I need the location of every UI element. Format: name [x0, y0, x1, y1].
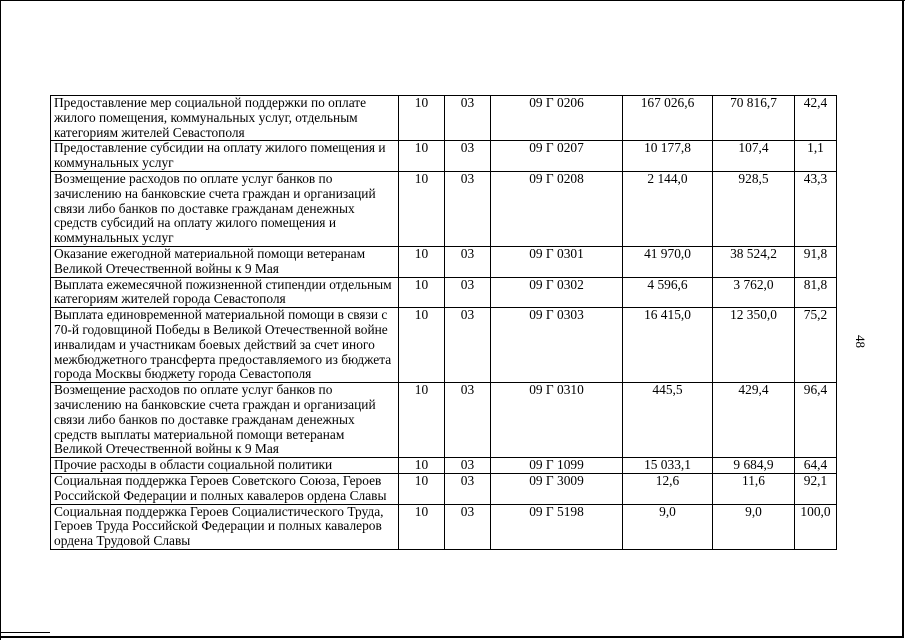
- table-body: [51, 96, 837, 550]
- table-row: [51, 308, 837, 383]
- table-row: [51, 96, 837, 141]
- row-target-code-cell: 09 Г 0206: [491, 96, 623, 141]
- row-section-cell: 10: [399, 277, 445, 308]
- row-percent-cell: 81,8: [795, 277, 837, 308]
- row-subsection-cell: 03: [445, 504, 491, 549]
- row-section-cell: 10: [399, 473, 445, 504]
- row-actual-cell: 3 762,0: [713, 277, 795, 308]
- row-actual-cell: 9 684,9: [713, 458, 795, 474]
- scan-edge-left: [0, 0, 1, 640]
- row-plan-cell: 167 026,6: [623, 96, 713, 141]
- row-subsection-cell: 03: [445, 171, 491, 246]
- row-percent-cell: 100,0: [795, 504, 837, 549]
- row-name-cell: Социальная поддержка Героев Советского Союза, Героев Российской Федерации и полных кавалеров ордена Славы: [51, 473, 399, 504]
- page-number: 48: [853, 335, 868, 348]
- row-name-cell: Выплата ежемесячной пожизненной стипендии отдельным категориям жителей города Севастополя: [51, 277, 399, 308]
- row-plan-cell: 41 970,0: [623, 246, 713, 277]
- row-target-code-cell: 09 Г 0208: [491, 171, 623, 246]
- row-subsection-cell: 03: [445, 473, 491, 504]
- row-plan-cell: 10 177,8: [623, 141, 713, 172]
- row-percent-cell: 96,4: [795, 383, 837, 458]
- row-section-cell: 10: [399, 383, 445, 458]
- table-row: [51, 383, 837, 458]
- row-name-cell: Предоставление субсидии на оплату жилого помещения и коммунальных услуг: [51, 141, 399, 172]
- row-section-cell: 10: [399, 308, 445, 383]
- row-plan-cell: 445,5: [623, 383, 713, 458]
- row-actual-cell: 38 524,2: [713, 246, 795, 277]
- table-row: [51, 171, 837, 246]
- row-actual-cell: 9,0: [713, 504, 795, 549]
- row-section-cell: 10: [399, 458, 445, 474]
- row-name-cell: Выплата единовременной материальной помощи в связи с 70-й годовщиной Победы в Великой Отечественной войне инвалидам и участникам боевых действий за счет иного межбюджетного трансферта предоставляемого из бюджета города Москвы бюджету города Севастополя: [51, 308, 399, 383]
- row-actual-cell: 928,5: [713, 171, 795, 246]
- scan-corner-mark: [0, 632, 50, 633]
- scan-edge-top: [0, 0, 905, 1]
- table-row: [51, 473, 837, 504]
- row-section-cell: 10: [399, 141, 445, 172]
- row-plan-cell: 4 596,6: [623, 277, 713, 308]
- row-subsection-cell: 03: [445, 246, 491, 277]
- table-row: [51, 277, 837, 308]
- row-percent-cell: 43,3: [795, 171, 837, 246]
- row-target-code-cell: 09 Г 5198: [491, 504, 623, 549]
- row-section-cell: 10: [399, 171, 445, 246]
- row-percent-cell: 42,4: [795, 96, 837, 141]
- table-row: [51, 458, 837, 474]
- row-subsection-cell: 03: [445, 96, 491, 141]
- row-section-cell: 10: [399, 504, 445, 549]
- row-percent-cell: 75,2: [795, 308, 837, 383]
- row-subsection-cell: 03: [445, 383, 491, 458]
- row-name-cell: Социальная поддержка Героев Социалистического Труда, Героев Труда Российской Федерации и полных кавалеров ордена Трудовой Славы: [51, 504, 399, 549]
- row-name-cell: Предоставление мер социальной поддержки по оплате жилого помещения, коммунальных услуг, отдельным категориям жителей Севастополя: [51, 96, 399, 141]
- row-section-cell: 10: [399, 246, 445, 277]
- row-target-code-cell: 09 Г 0302: [491, 277, 623, 308]
- row-section-cell: 10: [399, 96, 445, 141]
- row-subsection-cell: 03: [445, 458, 491, 474]
- table-row: [51, 141, 837, 172]
- row-actual-cell: 429,4: [713, 383, 795, 458]
- row-name-cell: Возмещение расходов по оплате услуг банков по зачислению на банковские счета граждан и организаций связи либо банков по доставке гражданам денежных средств субсидий на оплату жилого помещения и коммунальных услуг: [51, 171, 399, 246]
- row-plan-cell: 16 415,0: [623, 308, 713, 383]
- row-subsection-cell: 03: [445, 141, 491, 172]
- row-plan-cell: 12,6: [623, 473, 713, 504]
- row-subsection-cell: 03: [445, 308, 491, 383]
- row-target-code-cell: 09 Г 0310: [491, 383, 623, 458]
- budget-table: [50, 95, 837, 550]
- row-name-cell: Прочие расходы в области социальной политики: [51, 458, 399, 474]
- row-percent-cell: 1,1: [795, 141, 837, 172]
- row-percent-cell: 91,8: [795, 246, 837, 277]
- row-actual-cell: 11,6: [713, 473, 795, 504]
- row-actual-cell: 70 816,7: [713, 96, 795, 141]
- row-target-code-cell: 09 Г 0303: [491, 308, 623, 383]
- row-subsection-cell: 03: [445, 277, 491, 308]
- row-plan-cell: 9,0: [623, 504, 713, 549]
- row-plan-cell: 2 144,0: [623, 171, 713, 246]
- row-percent-cell: 64,4: [795, 458, 837, 474]
- row-actual-cell: 107,4: [713, 141, 795, 172]
- row-percent-cell: 92,1: [795, 473, 837, 504]
- table-row: [51, 246, 837, 277]
- table-row: [51, 504, 837, 549]
- row-target-code-cell: 09 Г 1099: [491, 458, 623, 474]
- row-target-code-cell: 09 Г 0301: [491, 246, 623, 277]
- row-name-cell: Возмещение расходов по оплате услуг банков по зачислению на банковские счета граждан и организаций связи либо банков по доставке гражданам денежных средств выплаты материальной помощи ветеранам Великой Отечественной войны к 9 Мая: [51, 383, 399, 458]
- row-name-cell: Оказание ежегодной материальной помощи ветеранам Великой Отечественной войны к 9 Мая: [51, 246, 399, 277]
- row-plan-cell: 15 033,1: [623, 458, 713, 474]
- row-target-code-cell: 09 Г 3009: [491, 473, 623, 504]
- row-actual-cell: 12 350,0: [713, 308, 795, 383]
- row-target-code-cell: 09 Г 0207: [491, 141, 623, 172]
